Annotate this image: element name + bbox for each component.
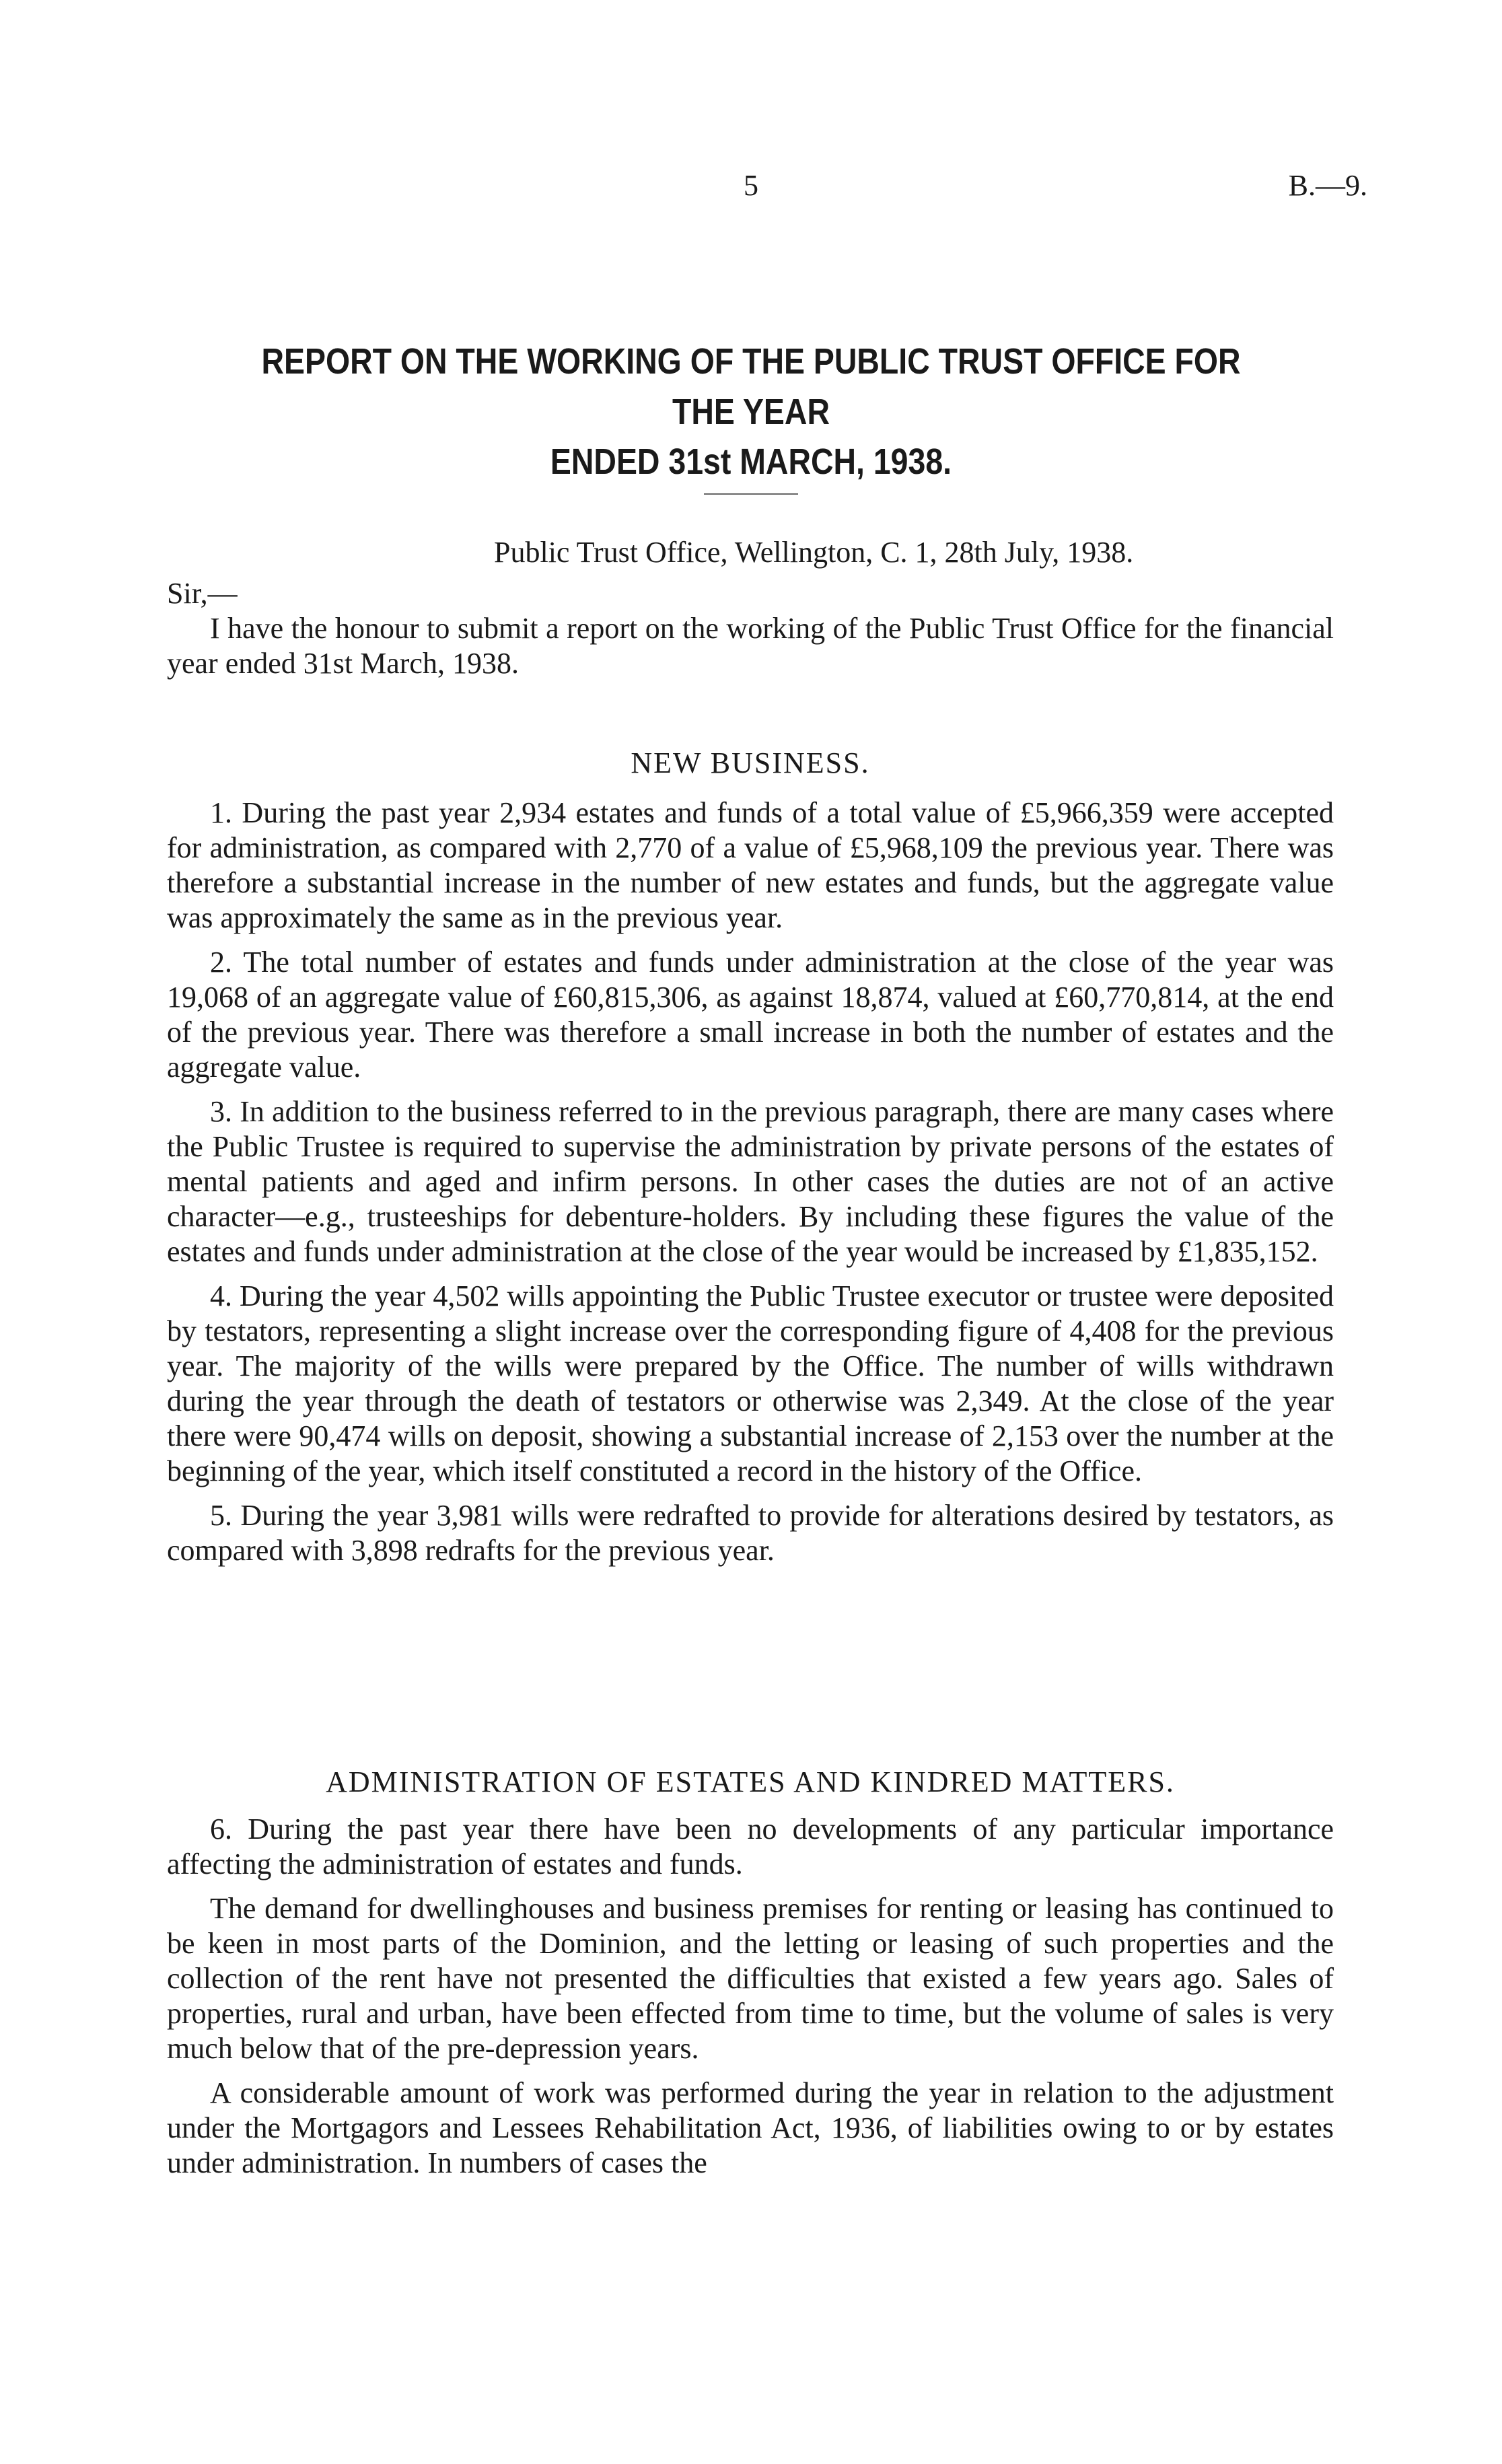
paragraph: A considerable amount of work was performed during the year in relation to the adjustment under the Mortgagors and Lessees Rehabilitation Act, 1936, of liabilities owing to or by estates under administration. In numbers of cases the [167,2076,1334,2179]
report-title [250,337,1252,487]
paragraph: 5. During the year 3,981 wills were redrafted to provide for alterations desired by testators, as compared with 3,898 redrafts for the previous year. [167,1499,1334,1567]
paragraph: 2. The total number of estates and funds under administration at the close of the year was 19,068 of an aggregate value of £60,815,306, as against 18,874, valued at £60,770,814, at the end of the previous year. There was therefore a small increase in both the number of estates and the aggregate value. [167,946,1334,1084]
page-number: 5 [744,169,758,202]
salutation-text: Sir,— [167,577,238,610]
paragraph: 4. During the year 4,502 wills appointing the Public Trustee executor or trustee were deposited by testators, representing a slight increase over the corresponding figure of 4,408 for the previous year. The majority of the wills were prepared by the Office. The number of wills withdrawn during the year through the death of testators or otherwise was 2,349. At the close of the year there were 90,474 wills on deposit, showing a substantial increase of 2,153 over the number at the beginning of the year, which itself constituted a record in the history of the Office. [167,1279,1334,1487]
title-line-1: REPORT ON THE WORKING OF THE PUBLIC TRUST OFFICE FOR THE YEAR [261,341,1241,432]
document-code: B.—9. [1288,169,1367,202]
paragraph: The demand for dwellinghouses and business premises for renting or leasing has continued to be keen in most parts of the Dominion, and the letting or leasing of such properties and the collection of the rent have not presented the difficulties that existed a few years ago. Sales of properties, rural and urban, have been effected from time to time, but the volume of sales is very much below that of the pre-depression years. [167,1892,1334,2065]
intro-paragraph: I have the honour to submit a report on the working of the Public Trust Office for the financial year ended 31st March, 1938. [167,612,1334,680]
section-new-business [167,746,1334,1568]
letter-intro [167,611,1334,681]
paragraph: 1. During the past year 2,934 estates and funds of a total value of £5,966,359 were accepted for administration, as compared with 2,770 of a value of £5,968,109 the previous year. There was therefore a substantial increase in the number of new estates and funds, but the aggregate value was approximately the same as in the previous year. [167,796,1334,934]
paragraph: 3. In addition to the business referred to in the previous paragraph, there are many cases where the Public Trustee is required to supervise the administration by private persons of the estates of mental patients and aged and infirm persons. In other cases the duties are not of an active character—e.g., trusteeships for debenture-holders. By including these figures the value of the estates and funds under administration at the close of the year would be increased by £1,835,152. [167,1095,1334,1268]
section-heading: NEW BUSINESS. [631,746,870,779]
section-heading: ADMINISTRATION OF ESTATES AND KINDRED MATTERS. [326,1765,1175,1798]
letter-address: Public Trust Office, Wellington, C. 1, 28th July, 1938. [494,536,1134,569]
paragraph: 6. During the past year there have been no developments of any particular importance affecting the administration of estates and funds. [167,1812,1334,1880]
section-administration [167,1765,1334,2181]
letter-salutation [167,576,238,610]
title-line-2: ENDED 31st MARCH, 1938. [550,442,952,483]
title-divider [704,493,798,495]
